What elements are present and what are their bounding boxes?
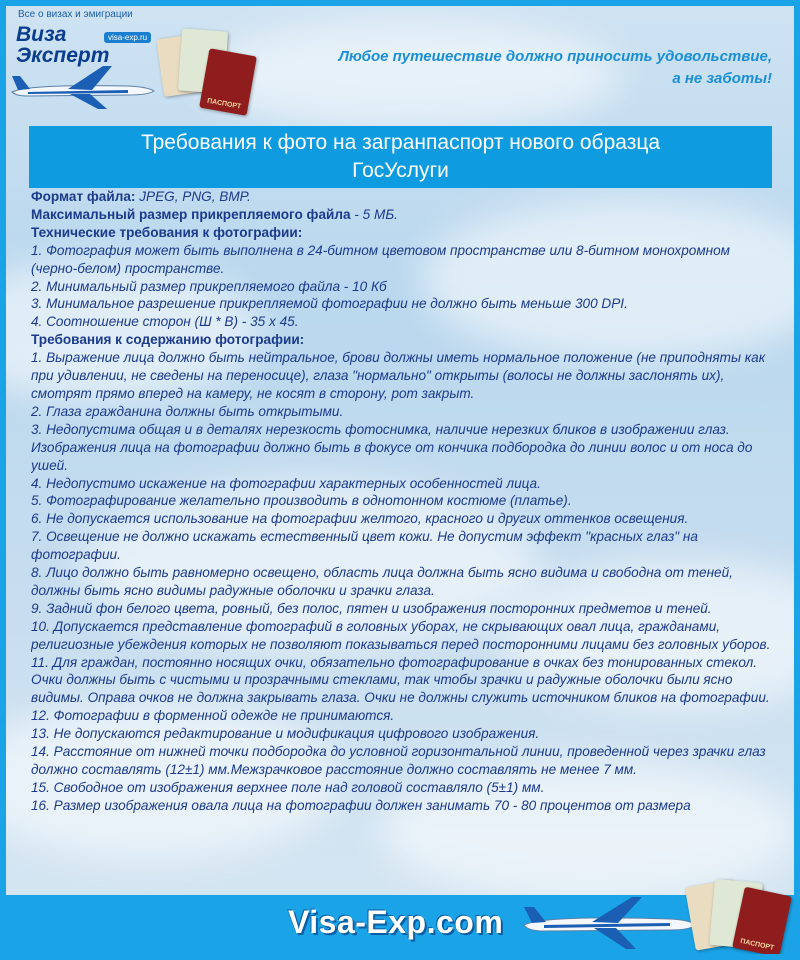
- site-header: [0, 0, 800, 125]
- tech-requirements-heading: Технические требования к фотографии:: [31, 224, 303, 240]
- page-title-line2: ГосУслуги: [352, 159, 449, 182]
- content-requirements-list: [31, 349, 771, 815]
- content-requirement-item: 6. Не допускается использование на фотографии желтого, красного и других оттенков освещения.: [31, 511, 689, 527]
- logo-word-visa[interactable]: Виза: [16, 23, 67, 46]
- content-requirement-item: 8. Лицо должно быть равномерно освещено, область лица должна быть ясно видима и свободна от теней, должны быть ясно видимы радужные оболочки и зрачки глаза.: [31, 565, 733, 598]
- content-requirements-heading: Требования к содержанию фотографии:: [31, 332, 305, 348]
- tech-requirement-item: 1. Фотография может быть выполнена в 24-битном цветовом пространстве или 8-битном монохромном (черно-белом) пространстве.: [31, 242, 731, 276]
- content-requirement-item: 16. Размер изображения овала лица на фотографии должен занимать 70 - 80 процентов от размера: [31, 797, 691, 813]
- content-requirement-item: 12. Фотографии в форменной одежде не принимаются.: [31, 708, 395, 724]
- tech-requirement-item: 2. Минимальный размер прикрепляемого файла - 10 Кб: [31, 278, 387, 294]
- tech-requirement-item: 3. Минимальное разрешение прикрепляемой фотографии не должно быть меньше 300 DPI.: [31, 296, 628, 312]
- content-requirement-item: 11. Для граждан, постоянно носящих очки, обязательно фотографирование в очках без тонированных стекол. Очки должны быть с чистыми и прозрачными стеклами, так чтобы зрачки и радужные оболочки были ясно видимы. Оправа очков не должна закрывать глаза. Очки не должны служить источником бликов на фотографии.: [31, 654, 770, 706]
- logo-word-expert[interactable]: Эксперт: [16, 44, 110, 67]
- logo-site-label: visa-exp.ru: [104, 32, 151, 43]
- tech-requirement-item: 4. Соотношение сторон (Ш * В) - 35 х 45.: [31, 314, 299, 330]
- page-title: [29, 126, 772, 188]
- logo-tagline: Все о визах и эмиграции: [18, 9, 133, 20]
- airplane-icon: [8, 62, 158, 112]
- content-requirement-item: 10. Допускается представление фотографий в головных уборах, не скрывающих овал лица, гражданами, религиозные убеждения которых не позволяют показываться перед посторонними лицами без головных уборов.: [31, 618, 771, 652]
- content-requirement-item: 7. Освещение не должно искажать естественный цвет кожи. Не допустим эффект "красных глаз" на фотографии.: [31, 529, 698, 563]
- header-slogan: Любое путешествие должно приносить удовольствие, а не заботы!: [338, 48, 772, 87]
- tech-requirements-list: [31, 242, 771, 332]
- passport-cover: ПАСПОРТ: [732, 887, 792, 958]
- airplane-icon: [520, 895, 700, 953]
- content-requirement-item: 5. Фотографирование желательно производить в однотонном костюме (платье).: [31, 493, 572, 509]
- content-requirement-item: 3. Недопустима общая и в деталях нерезкость фотоснимка, наличие нерезких бликов в изображении глаз. Изображения лица на фотографии должно быть в фокусе от кончика подбородка до линии волос и от носа до ушей.: [31, 421, 753, 473]
- content-requirement-item: 9. Задний фон белого цвета, ровный, без полос, пятен и изображения посторонних предметов и теней.: [31, 600, 712, 616]
- passport-cover: ПАСПОРТ: [199, 48, 257, 115]
- format-label: Формат файла:: [31, 189, 136, 204]
- footer-site-name[interactable]: Visa-Exp.com: [288, 904, 504, 940]
- content-requirement-item: 4. Недопустимо искажение на фотографии характерных особенностей лица.: [31, 475, 541, 491]
- maxsize-value: - 5 МБ.: [350, 206, 398, 222]
- site-footer: [0, 895, 800, 960]
- content-requirement-item: 13. Не допускаются редактирование и модификация цифрового изображения.: [31, 726, 540, 742]
- content-requirement-item: 1. Выражение лица должно быть нейтральное, брови должны иметь нормальное положение (не приподняты как при удивлении, не сведены на переносице), глаза "нормально" открыты (волосы не должны заслонять их), смотрят прямо вперед на камеру, не косят в сторону, рот закрыт.: [31, 350, 766, 401]
- content-requirement-item: 14. Расстояние от нижней точки подбородка до условной горизонтальной линии, проведенной через зрачки глаз должно составлять (12±1) мм.Межзрачковое расстояние должно составлять не менее 7 мм.: [31, 744, 766, 777]
- format-row: [31, 188, 771, 206]
- content-requirement-item: 2. Глаза гражданина должны быть открытыми.: [31, 403, 344, 419]
- maxsize-row: [31, 206, 771, 224]
- page-title-line1: Требования к фото на загранпаспорт нового образца: [140, 131, 661, 154]
- format-value: JPEG, PNG, BMP.: [139, 189, 251, 204]
- maxsize-label: Максимальный размер прикрепляемого файла: [31, 206, 351, 222]
- content-requirement-item: 15. Свободное от изображения верхнее поле над головой составляло (5±1) мм.: [31, 779, 545, 795]
- requirements-content: [31, 188, 771, 894]
